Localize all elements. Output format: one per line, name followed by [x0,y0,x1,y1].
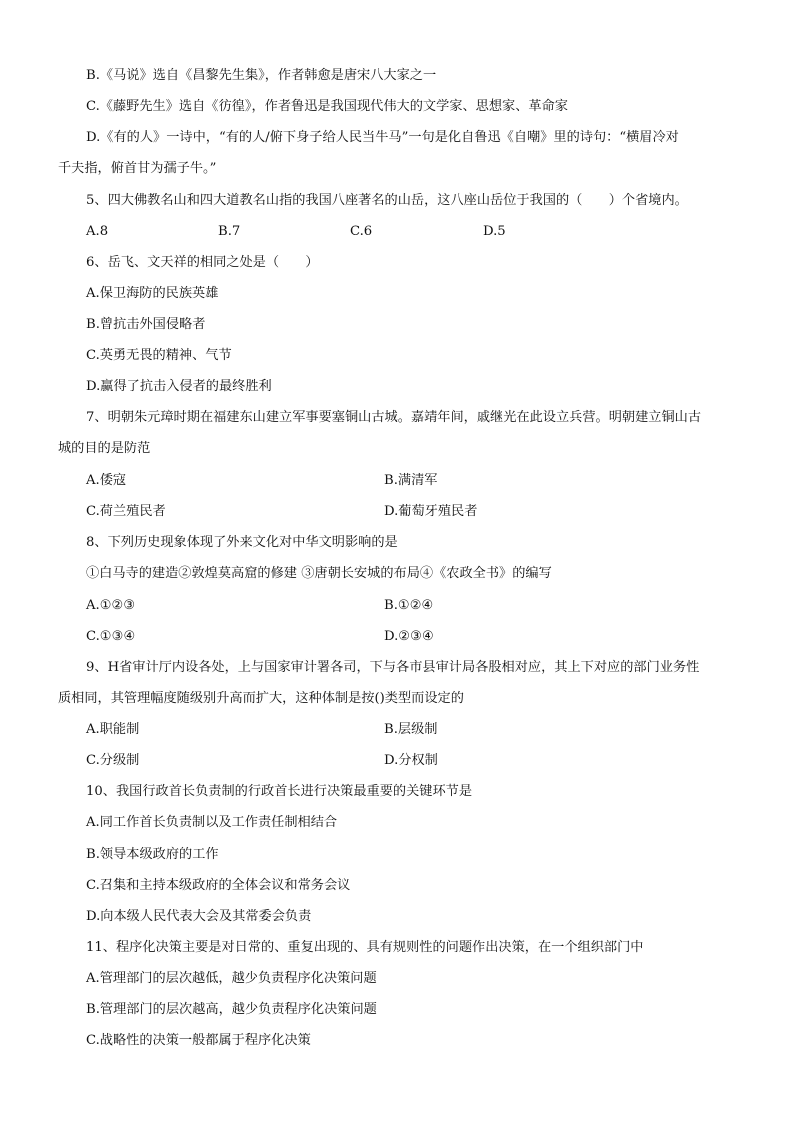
q5-option-b: B.7 [218,224,241,239]
q4-option-d-line2: 千夫指，俯首甘为孺子牛。” [58,161,217,176]
q8-option-a: A.①②③ [86,598,136,613]
q9-option-a: A.职能制 [86,722,140,737]
q8-option-d: D.②③④ [384,629,434,644]
q10-option-b: B.领导本级政府的工作 [86,847,219,862]
q11-option-a: A.管理部门的层次越低，越少负责程序化决策问题 [86,971,377,986]
q10-option-a: A.同工作首长负责制以及工作责任制相结合 [86,815,338,830]
q11-option-c: C.战略性的决策一般都属于程序化决策 [86,1033,311,1048]
q9-option-b: B.层级制 [384,722,438,737]
q9-stem-line2: 质相同，其管理幅度随级别升高而扩大，这种体制是按()类型而设定的 [58,691,464,706]
q10-stem: 10、我国行政首长负责制的行政首长进行决策最重要的关键环节是 [86,784,473,799]
q8-items: ①白马寺的建造②敦煌莫高窟的修建 ③唐朝长安城的布局④《农政全书》的编写 [86,566,552,581]
q7-option-a: A.倭寇 [86,473,127,488]
q7-option-d: D.葡萄牙殖民者 [384,504,478,519]
q5-option-a: A.8 [86,224,109,239]
q11-option-b: B.管理部门的层次越高，越少负责程序化决策问题 [86,1002,377,1017]
q4-option-c: C.《藤野先生》选自《彷徨》，作者鲁迅是我国现代伟大的文学家、思想家、革命家 [86,99,568,114]
q6-option-b: B.曾抗击外国侵略者 [86,317,206,332]
q9-option-d: D.分权制 [384,753,438,768]
q9-option-c: C.分级制 [86,753,140,768]
q7-stem-line1: 7、明朝朱元璋时期在福建东山建立军事要塞铜山古城。嘉靖年间，戚继光在此设立兵营。明朝建立铜山古 [86,410,702,425]
q5-option-d: D.5 [483,224,506,239]
q6-stem: 6、岳飞、文天祥的相同之处是（ ） [86,255,319,270]
q4-option-d-line1: D.《有的人》一诗中，“有的人/俯下身子给人民当牛马”一句是化自鲁迅《自嘲》里的诗句：“横眉冷对 [86,130,679,145]
q6-option-d: D.赢得了抗击入侵者的最终胜利 [86,379,272,394]
q10-option-c: C.召集和主持本级政府的全体会议和常务会议 [86,878,351,893]
q10-option-d: D.向本级人民代表大会及其常委会负责 [86,909,312,924]
q8-stem: 8、下列历史现象体现了外来文化对中华文明影响的是 [86,535,398,550]
q6-option-a: A.保卫海防的民族英雄 [86,286,219,301]
q9-stem-line1: 9、H省审计厅内设各处，上与国家审计署各司，下与各市县审计局各股相对应，其上下对应的部门业务性 [86,660,700,675]
q8-option-b: B.①②④ [384,598,434,613]
q5-option-c: C.6 [350,224,373,239]
q4-option-b: B.《马说》选自《昌黎先生集》，作者韩愈是唐宋八大家之一 [86,68,437,83]
q6-option-c: C.英勇无畏的精神、气节 [86,348,232,363]
q8-option-c: C.①③④ [86,629,136,644]
q11-stem: 11、程序化决策主要是对日常的、重复出现的、具有规则性的问题作出决策，在一个组织部门中 [86,940,644,955]
q5-stem: 5、四大佛教名山和四大道教名山指的我国八座著名的山岳，这八座山岳位于我国的（ ）个省境内。 [86,193,688,208]
q7-option-b: B.满清军 [384,473,438,488]
q7-stem-line2: 城的目的是防范 [58,441,151,456]
q7-option-c: C.荷兰殖民者 [86,504,166,519]
